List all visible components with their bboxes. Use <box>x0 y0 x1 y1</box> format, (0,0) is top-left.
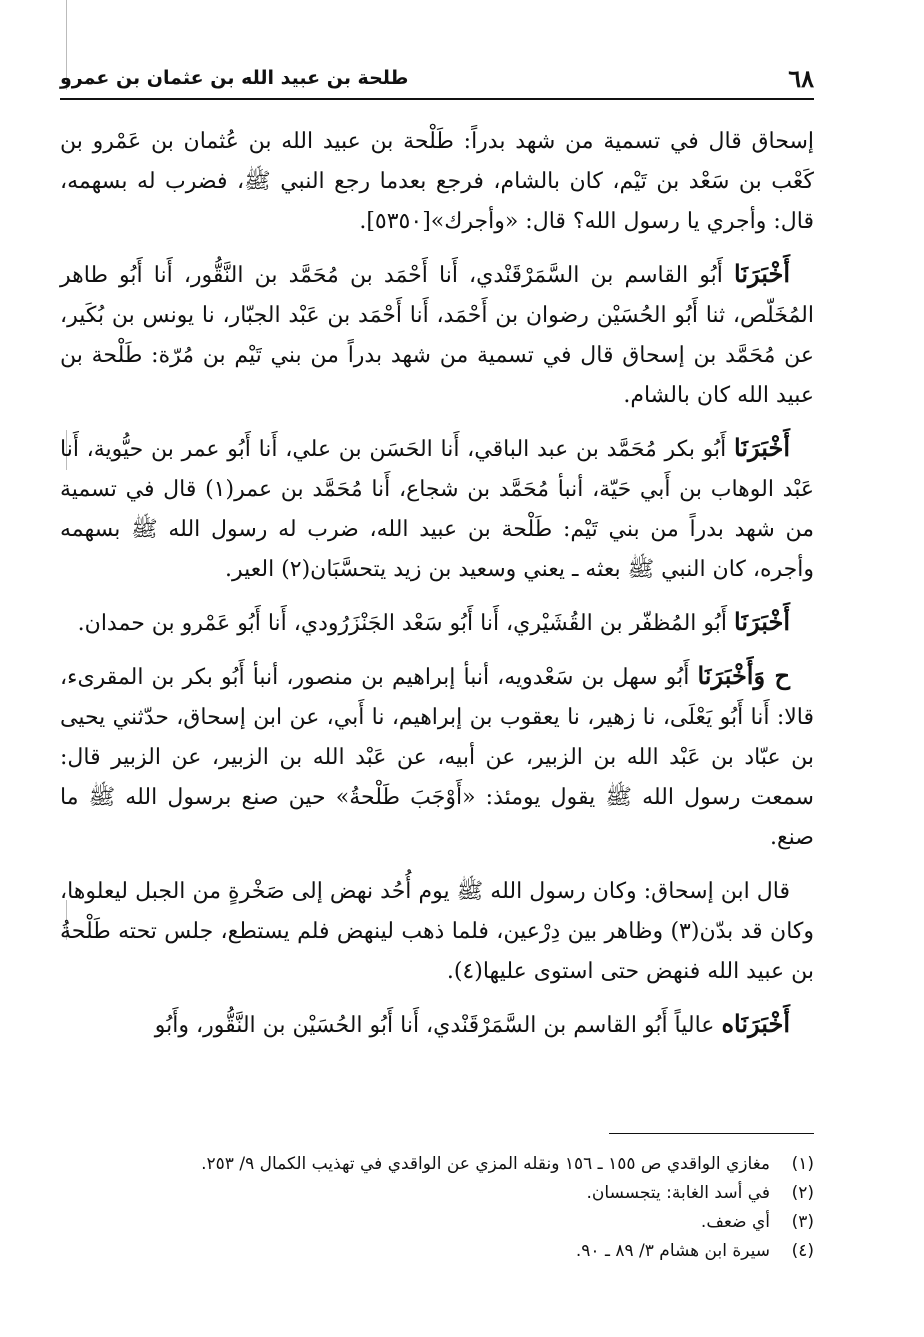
paragraph-text: أَبُو بكر مُحَمَّد بن عبد الباقي، أَنا الحَسَن بن علي، أَنا أَبُو عمر بن حيُّوية، أَنا عَبْد الوهاب بن أَبي حَيّة، أنبأ مُحَمَّد بن شجاع، أَنا مُحَمَّد بن عمر(١) قال في تسمية من شهد بدراً من بني تَيْم: طَلْحة بن عبيد الله، ضرب له رسول الله ﷺ بسهمه وأجره، كان النبي ﷺ بعثه ـ يعني وسعيد بن زيد يتحسَّبَان(٢) العير. <box>60 437 814 582</box>
paragraph-text: عالياً أَبُو القاسم بن السَّمَرْقَنْدي، أَنا أَبُو الحُسَيْن بن النَّقُّور، وأَبُو <box>154 1013 715 1038</box>
paragraph-lead: ح وَأَخْبَرَنَا <box>697 661 790 690</box>
page-number: ٦٨ <box>788 63 814 93</box>
paragraph-lead: أَخْبَرَنَاه <box>721 1009 790 1038</box>
paragraph <box>60 870 814 992</box>
paragraph <box>60 602 814 644</box>
paragraph-lead: أَخْبَرَنَا <box>734 607 790 636</box>
footnote <box>60 1208 814 1237</box>
paragraph-text: أَبُو القاسم بن السَّمَرْقَنْدي، أَنا أَحْمَد بن مُحَمَّد بن النَّقُّور، أَنا أَبُو طاهر المُخَلّص، ثنا أَبُو الحُسَيْن رضوان بن أَحْمَد، أَنا أَحْمَد بن عَبْد الجبّار، نا يونس بن بُكَير، عن مُحَمَّد بن إسحاق قال في تسمية من شهد بدراً من بني تَيْم بن مُرّة: طَلْحة بن عبيد الله كان بالشام. <box>60 263 814 408</box>
footnote-number: (٢) <box>791 1183 814 1203</box>
paragraph-text: أَبُو المُظفّر بن القُشَيْري، أَنا أَبُو سَعْد الجَنْزَرُودي، أَنا أَبُو عَمْرو بن حمدان. <box>77 611 728 636</box>
paragraph-lead: أَخْبَرَنَا <box>734 433 790 462</box>
paragraph <box>60 1004 814 1046</box>
footnote-text: سيرة ابن هشام ٣/ ٨٩ ـ ٩٠. <box>575 1241 770 1261</box>
paragraph <box>60 254 814 416</box>
footnote <box>60 1237 814 1266</box>
main-text <box>60 120 814 1058</box>
paragraph-text: قال ابن إسحاق: وكان رسول الله ﷺ يوم أُحُد نهض إلى صَخْرةٍ من الجبل ليعلوها، وكان قد بدّن(٣) وظاهر بين دِرْعين، فلما ذهب لينهض فلم يستطع، جلس تحته طَلْحةُ بن عبيد الله فنهض حتى استوى عليها(٤). <box>60 879 814 984</box>
paragraph <box>60 120 814 242</box>
paragraph <box>60 428 814 590</box>
paragraph <box>60 656 814 858</box>
page-header <box>60 58 814 100</box>
footnote-divider <box>609 1133 814 1134</box>
paragraph-lead: أَخْبَرَنَا <box>734 259 790 288</box>
footnote-number: (٤) <box>791 1241 814 1261</box>
footnotes <box>60 1150 814 1266</box>
footnote-text: أي ضعف. <box>700 1212 770 1232</box>
footnote-text: مغازي الواقدي ص ١٥٥ ـ ١٥٦ ونقله المزي عن الواقدي في تهذيب الكمال ٩/ ٢٥٣. <box>201 1154 770 1174</box>
paragraph-text: أَبُو سهل بن سَعْدويه، أنبأ إبراهيم بن منصور، أنبأ أَبُو بكر بن المقرىء، قالا: أَنا أَبُو يَعْلَى، نا زهير، نا يعقوب بن إبراهيم، نا أَبي، عن ابن إسحاق، حدّثني يحيى بن عبّاد بن عَبْد الله بن الزبير، عن أبيه، عن عَبْد الله بن الزبير، عن الزبير قال: سمعت رسول الله ﷺ يقول يومئذ: «أَوْجَبَ طَلْحةُ» حين صنع برسول الله ﷺ ما صنع. <box>60 665 814 850</box>
footnote <box>60 1179 814 1208</box>
footnote-text: في أسد الغابة: يتجسسان. <box>586 1183 770 1203</box>
running-title: طلحة بن عبيد الله بن عثمان بن عمرو <box>60 67 409 89</box>
footnote <box>60 1150 814 1179</box>
footnote-number: (١) <box>791 1154 814 1174</box>
paragraph-text: إسحاق قال في تسمية من شهد بدراً: طَلْحة بن عبيد الله بن عُثمان بن عَمْرو بن كَعْب بن سَعْد بن تَيْم، كان بالشام، فرجع بعدما رجع النبي ﷺ، فضرب له بسهمه، قال: وأجري يا رسول الله؟ قال: «وأجرك»[٥٣٥٠]. <box>60 129 814 234</box>
footnote-number: (٣) <box>791 1212 814 1232</box>
